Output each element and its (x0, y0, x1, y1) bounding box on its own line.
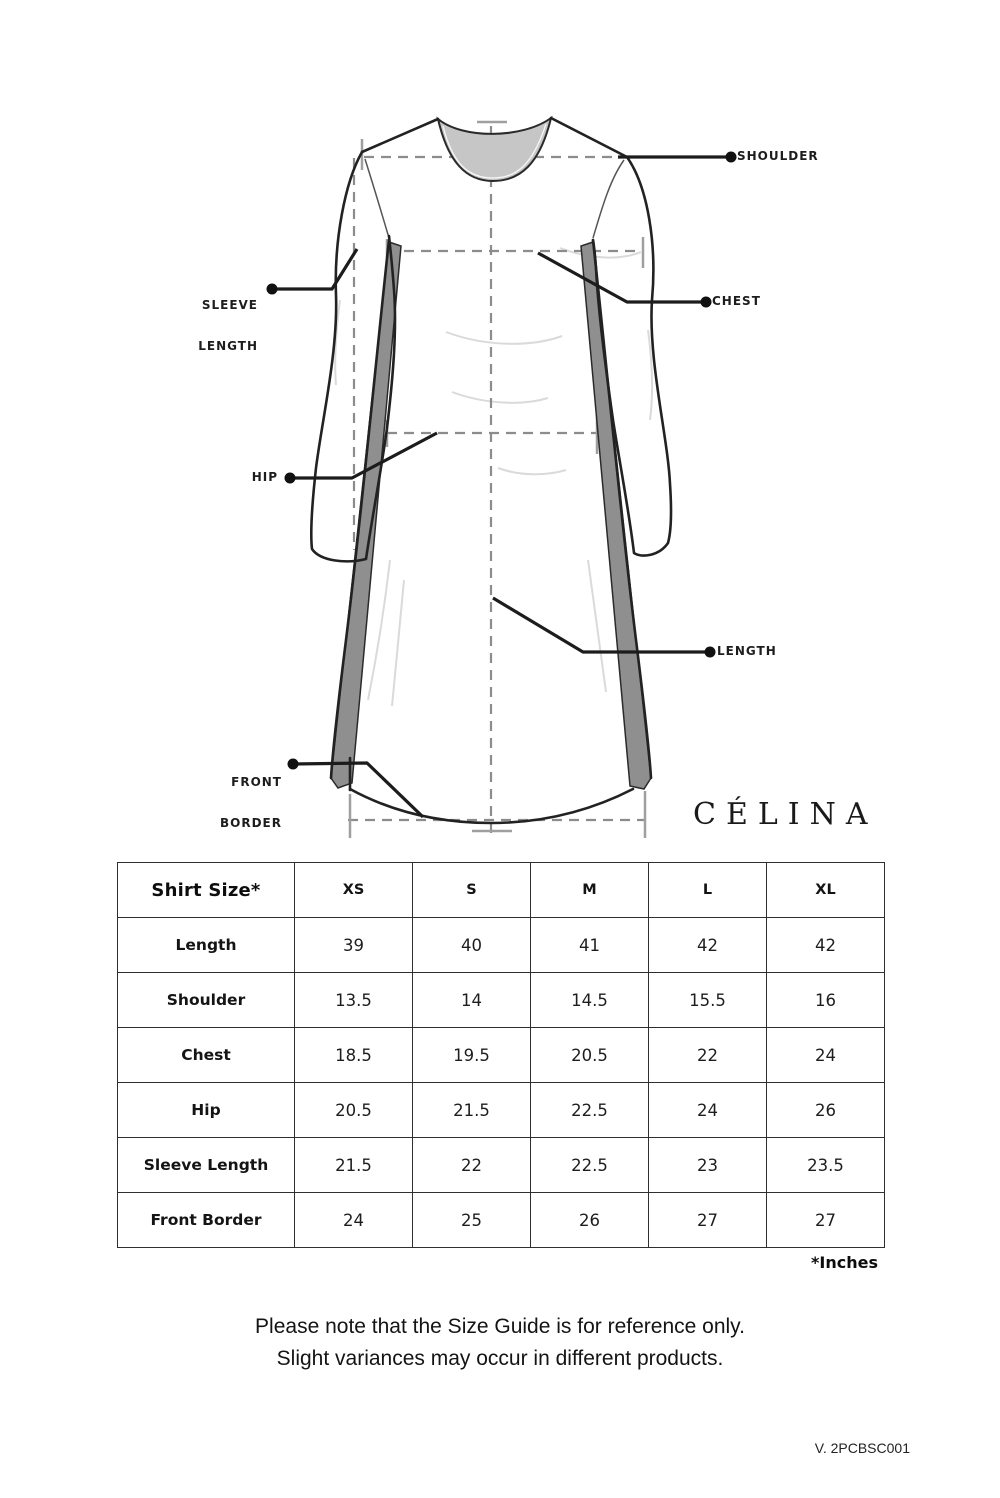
size-value-cell: 22 (413, 1138, 531, 1193)
size-value-cell: 22 (649, 1028, 767, 1083)
table-row-front-border (118, 1193, 885, 1248)
size-value-cell: 24 (767, 1028, 885, 1083)
size-value-cell: 25 (413, 1193, 531, 1248)
size-value-cell: 14 (413, 973, 531, 1028)
size-value-cell: 27 (767, 1193, 885, 1248)
size-table-title: Shirt Size* (118, 863, 295, 918)
measurement-label: Shoulder (118, 973, 295, 1028)
size-column-header: S (413, 863, 531, 918)
hip-label: HIP (251, 470, 278, 484)
reference-note-line2: Slight variances may occur in different products. (276, 1347, 724, 1370)
measurement-label: Front Border (118, 1193, 295, 1248)
size-value-cell: 27 (649, 1193, 767, 1248)
size-value-cell: 23 (649, 1138, 767, 1193)
size-value-cell: 21.5 (295, 1138, 413, 1193)
size-value-cell: 24 (295, 1193, 413, 1248)
size-column-header: M (531, 863, 649, 918)
size-value-cell: 42 (649, 918, 767, 973)
size-value-cell: 19.5 (413, 1028, 531, 1083)
front-border-label-line1: FRONT (231, 775, 282, 789)
size-value-cell: 14.5 (531, 973, 649, 1028)
front-border-label (180, 749, 282, 857)
size-value-cell: 20.5 (531, 1028, 649, 1083)
shoulder-label: SHOULDER (737, 149, 819, 163)
sleeve-length-label-line1: SLEEVE (201, 298, 258, 312)
size-value-cell: 20.5 (295, 1083, 413, 1138)
neckline (438, 118, 551, 181)
table-row-chest (118, 1028, 885, 1083)
front-border-label-line2: BORDER (220, 815, 282, 830)
table-row-shoulder (118, 973, 885, 1028)
size-value-cell: 26 (531, 1193, 649, 1248)
reference-note (0, 1311, 1000, 1375)
size-value-cell: 13.5 (295, 973, 413, 1028)
size-value-cell: 23.5 (767, 1138, 885, 1193)
table-row-sleeve-length (118, 1138, 885, 1193)
length-label: LENGTH (717, 644, 777, 658)
size-column-header: L (649, 863, 767, 918)
measurement-label: Length (118, 918, 295, 973)
units-note: *Inches (811, 1253, 878, 1272)
measurement-label: Sleeve Length (118, 1138, 295, 1193)
measurement-label: Chest (118, 1028, 295, 1083)
size-table-header-row (118, 863, 885, 918)
chest-label: CHEST (712, 294, 761, 308)
tick-marks (350, 122, 645, 838)
measurement-label: Hip (118, 1083, 295, 1138)
measurement-dashed-lines (348, 126, 645, 836)
size-value-cell: 42 (767, 918, 885, 973)
size-value-cell: 15.5 (649, 973, 767, 1028)
size-value-cell: 24 (649, 1083, 767, 1138)
size-value-cell: 16 (767, 973, 885, 1028)
size-value-cell: 39 (295, 918, 413, 973)
brand-logo: CÉLINA (693, 797, 878, 832)
size-value-cell: 22.5 (531, 1083, 649, 1138)
size-value-cell: 21.5 (413, 1083, 531, 1138)
size-value-cell: 40 (413, 918, 531, 973)
version-code: V. 2PCBSC001 (814, 1440, 910, 1456)
size-value-cell: 41 (531, 918, 649, 973)
table-row-length (118, 918, 885, 973)
size-value-cell: 26 (767, 1083, 885, 1138)
size-table (117, 862, 885, 1248)
size-column-header: XS (295, 863, 413, 918)
reference-note-line1: Please note that the Size Guide is for reference only. (255, 1315, 745, 1338)
table-row-hip (118, 1083, 885, 1138)
sleeve-length-label-line2: LENGTH (198, 338, 258, 353)
size-value-cell: 18.5 (295, 1028, 413, 1083)
sleeve-length-label (178, 272, 258, 380)
size-column-header: XL (767, 863, 885, 918)
size-value-cell: 22.5 (531, 1138, 649, 1193)
